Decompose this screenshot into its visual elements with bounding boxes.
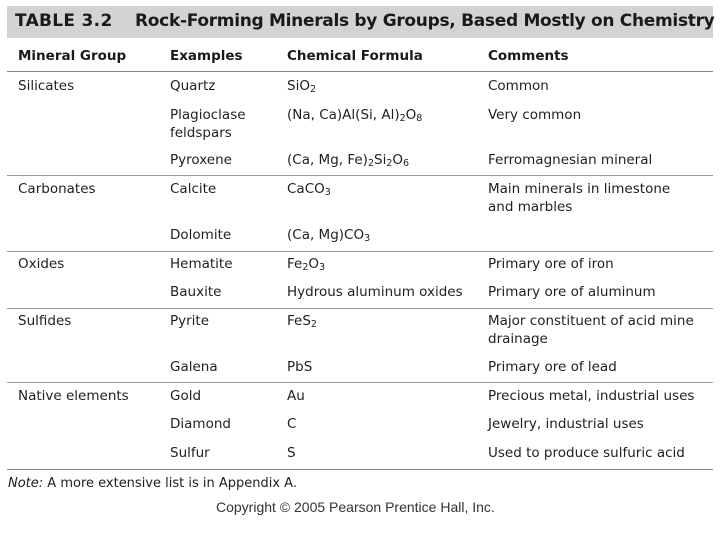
cell-example: Sulfur [170,445,210,461]
cell-example: Bauxite [170,284,222,300]
cell-comment: Major constituent of acid mine drainage [488,313,694,347]
header-mineral-group: Mineral Group [18,48,127,64]
cell-comment: Primary ore of aluminum [488,284,656,300]
cell-example: Pyrite [170,313,210,329]
cell-example: Calcite [170,181,217,197]
group-divider [7,251,713,252]
cell-comment: Primary ore of lead [488,359,617,375]
cell-comment: Ferromagnesian mineral [488,152,653,168]
note-label: Note: [8,476,44,491]
cell-comment: Common [488,78,549,94]
cell-formula: Au [287,388,305,404]
cell-formula: FeS$_2$ [287,313,317,330]
cell-formula: SiO$_2$ [287,78,316,95]
cell-example: Gold [170,388,202,404]
cell-formula: S [287,445,296,461]
cell-mineral-group: Silicates [18,78,75,94]
group-divider [7,382,713,383]
table-note [8,476,297,491]
table-title-bar [7,6,713,38]
cell-mineral-group: Sulfides [18,313,72,329]
cell-formula: CaCO$_3$ [287,181,331,198]
copyright-notice: Copyright © 2005 Pearson Prentice Hall, Inc. [216,499,495,515]
group-divider [7,308,713,309]
note-text: A more extensive list is in Appendix A. [47,476,297,491]
table-header-row [7,40,713,72]
cell-comment: Used to produce sulfuric acid [488,445,685,461]
cell-example: Quartz [170,78,216,94]
cell-formula: (Ca, Mg, $Fe)_2Si_2O_6$ [287,152,410,169]
cell-formula: Hydrous aluminum oxides [287,284,463,300]
cell-example: Pyroxene [170,152,232,168]
table-title: Rock-Forming Minerals by Groups, Based Mostly on Chemistry [135,11,715,31]
cell-mineral-group: Oxides [18,256,65,272]
header-chemical-formula: Chemical Formula [287,48,423,64]
cell-mineral-group: Carbonates [18,181,96,197]
group-divider [7,175,713,176]
table-number: TABLE 3.2 [15,11,113,31]
cell-example: Dolomite [170,227,232,243]
cell-formula: C [287,416,297,432]
cell-example: Plagioclase feldspars [170,107,246,141]
header-examples: Examples [170,48,243,64]
cell-mineral-group: Native elements [18,388,129,404]
table-bottom-rule [7,469,713,470]
cell-formula: (Ca, $Mg)CO_3$ [287,227,371,244]
cell-comment: Jewelry, industrial uses [488,416,644,432]
cell-formula: (Na, Ca)Al(Si, $Al)_2O_8$ [287,107,423,124]
cell-comment: Very common [488,107,582,123]
cell-example: Hematite [170,256,233,272]
cell-formula: PbS [287,359,313,375]
cell-comment: Main minerals in limestone and marbles [488,181,671,215]
cell-formula: $Fe_2O_3$ [287,256,326,273]
cell-example: Diamond [170,416,231,432]
header-comments: Comments [488,48,569,64]
cell-example: Galena [170,359,218,375]
cell-comment: Precious metal, industrial uses [488,388,695,404]
cell-comment: Primary ore of iron [488,256,614,272]
